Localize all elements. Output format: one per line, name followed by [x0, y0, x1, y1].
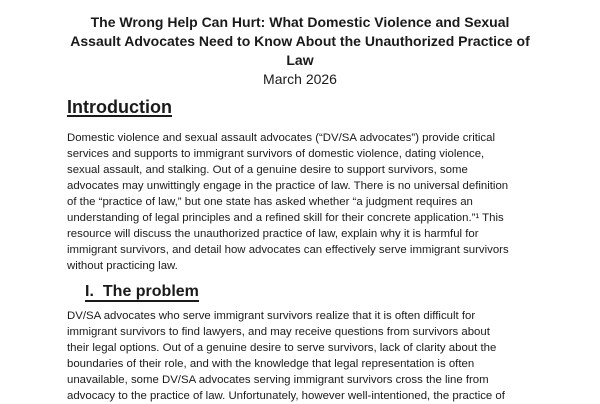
text-line: without practicing law. [67, 260, 178, 272]
text-line: resource will discuss the unauthorized practice of law, explain why it is harmful for [67, 228, 479, 240]
text-line: unavailable, some DV/SA advocates serving immigrant survivors cross the line from [67, 374, 489, 386]
document-title [67, 13, 533, 70]
text-line: The Wrong Help Can Hurt: What Domestic Violence and Sexual [90, 14, 510, 30]
text-line: Law [286, 52, 314, 68]
paragraph-introduction [67, 130, 533, 274]
text-line: of the “practice of law,” but one state has asked whether “a judgment requires an [67, 196, 473, 208]
text-line: sexual assault, and stalking. Out of a genuine desire to support survivors, some [67, 164, 468, 176]
text-line: immigrant survivors, and detail how advocates can effectively serve immigrant survivors [67, 244, 509, 256]
text-line: Domestic violence and sexual assault advocates (“DV/SA advocates”) provide critical [67, 132, 495, 144]
text-line: boundaries of their role, and with the knowledge that legal representation is often [67, 358, 475, 370]
document-date: March 2026 [263, 71, 337, 87]
text-line: advocacy to the practice of law. Unfortunately, however well-intentioned, the practice of [67, 390, 505, 402]
section-heading-underline [85, 284, 199, 302]
text-line: advocates may unwittingly engage in the practice of law. There is no universal definition [67, 180, 509, 192]
section-heading-introduction [67, 99, 533, 117]
section-heading-text: The problem [102, 283, 199, 300]
section-heading-text: Introduction [67, 97, 172, 117]
text-line: immigrant survivors to find lawyers, and may receive questions from survivors about [67, 326, 490, 338]
text-line: DV/SA advocates who serve immigrant survivors realize that it is often difficult for [67, 310, 476, 322]
heading-number: I. [85, 283, 94, 300]
paragraph-the-problem [67, 308, 533, 404]
section-heading-the-problem [67, 284, 533, 302]
text-line: understanding of legal principles and a refined skill for their concrete application.”¹ This [67, 212, 504, 224]
text-line: their legal options. Out of a genuine desire to serve survivors, lack of clarity about the [67, 342, 497, 354]
text-line: services and supports to immigrant survivors of domestic violence, dating violence, [67, 148, 485, 160]
text-line: Assault Advocates Need to Know About the Unauthorized Practice of [70, 33, 530, 49]
